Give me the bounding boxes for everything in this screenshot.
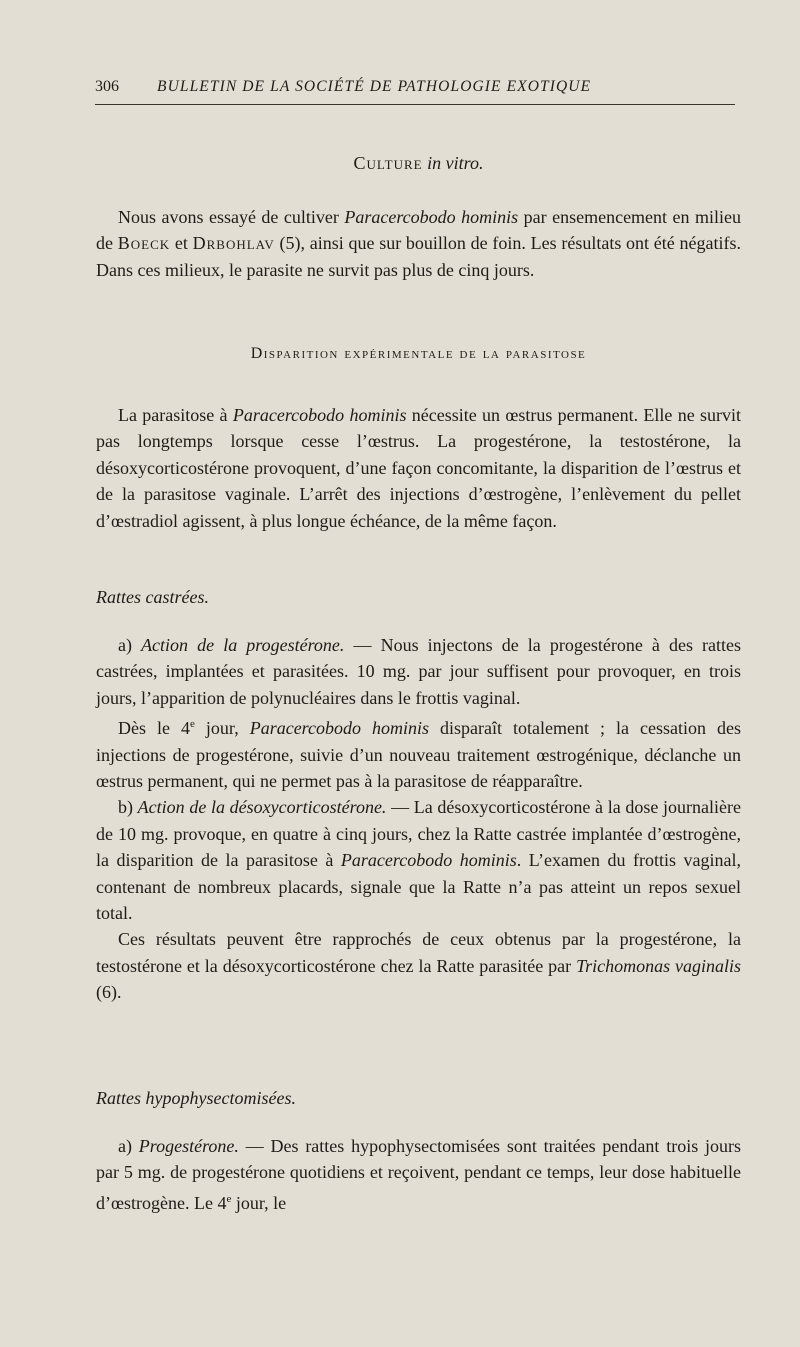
paragraph-culture: Nous avons essayé de cultiver Paracercobodo hominis par ensemencement en milieu de Boeck et Drbohlav (5), ainsi que sur bouillon de foin. Les résultats ont été négatifs. Dans ces milieux, le parasite ne survit pas plus de cinq jours. xyxy=(96,207,741,280)
paragraphs-rattes-castrees: a) Action de la progestérone. — Nous injectons de la progestérone à des rattes castrées, implantées et parasitées. 10 mg. par jour suffisent pour provoquer, en trois jours, l’apparition de polynucléaires dans le frottis vaginal. Dès le 4e jour, Paracercobodo hominis disparaît totalement ; la cessation des injections de progestérone, suivie d’un nouveau traitement œstrogénique, déclanche un œstrus permanent, qui ne permet pas à la parasitose de réapparaître. b) Action de la désoxycorticostérone. — La désoxycorticostérone à la dose journalière de 10 mg. provoque, en quatre à cinq jours, chez la Ratte castrée implantée d’œstrogène, la disparition de la parasitose à Paracercobodo hominis. L’examen du frottis vaginal, contenant de nombreux placards, signale que la Ratte n’a pas atteint un repos sexuel total. Ces résultats peuvent être rapprochés de ceux obtenus par la progestérone, la testostérone et la désoxycorticostérone chez la Ratte parasitée par Trichomonas vaginalis (6). xyxy=(96,635,742,1003)
paragraph-disparition: La parasitose à Paracercobodo hominis nécessite un œstrus permanent. Elle ne survit pas longtemps lorsque cesse l’œstrus. La progestérone, la testostérone, la désoxycorticostérone provoquent, d’une façon concomitante, la disparition de l’œstrus et de la parasitose vaginale. L’arrêt des injections d’œstrogène, l’enlèvement du pellet d’œstradiol agissent, à plus longue échéance, de la même façon. xyxy=(96,405,742,531)
section-disparition xyxy=(96,345,741,363)
section-culture xyxy=(96,153,741,174)
page-number: 306 xyxy=(95,78,119,95)
heading-rattes-castrees: Rattes castrées. xyxy=(96,587,209,607)
section-rattes-castrees xyxy=(96,584,741,610)
heading-rattes-hypophysectomisees: Rattes hypophysectomisées. xyxy=(96,1088,296,1108)
running-title: BULLETIN DE LA SOCIÉTÉ DE PATHOLOGIE EXOTIQUE xyxy=(157,78,592,95)
heading-disparition: Disparition expérimentale de la parasitose xyxy=(250,345,587,362)
paragraph-hypophysectomisees: a) Progestérone. — Des rattes hypophysectomisées sont traitées pendant trois jours par 5 mg. de progestérone quotidiens et reçoivent, pendant ce temps, leur dose habituelle d’œstrogène. Le 4e jour, le xyxy=(96,1136,741,1213)
running-header xyxy=(95,78,735,105)
section-rattes-hypophysectomisees xyxy=(96,1085,741,1111)
heading-culture: Culture in vitro. xyxy=(353,153,484,173)
